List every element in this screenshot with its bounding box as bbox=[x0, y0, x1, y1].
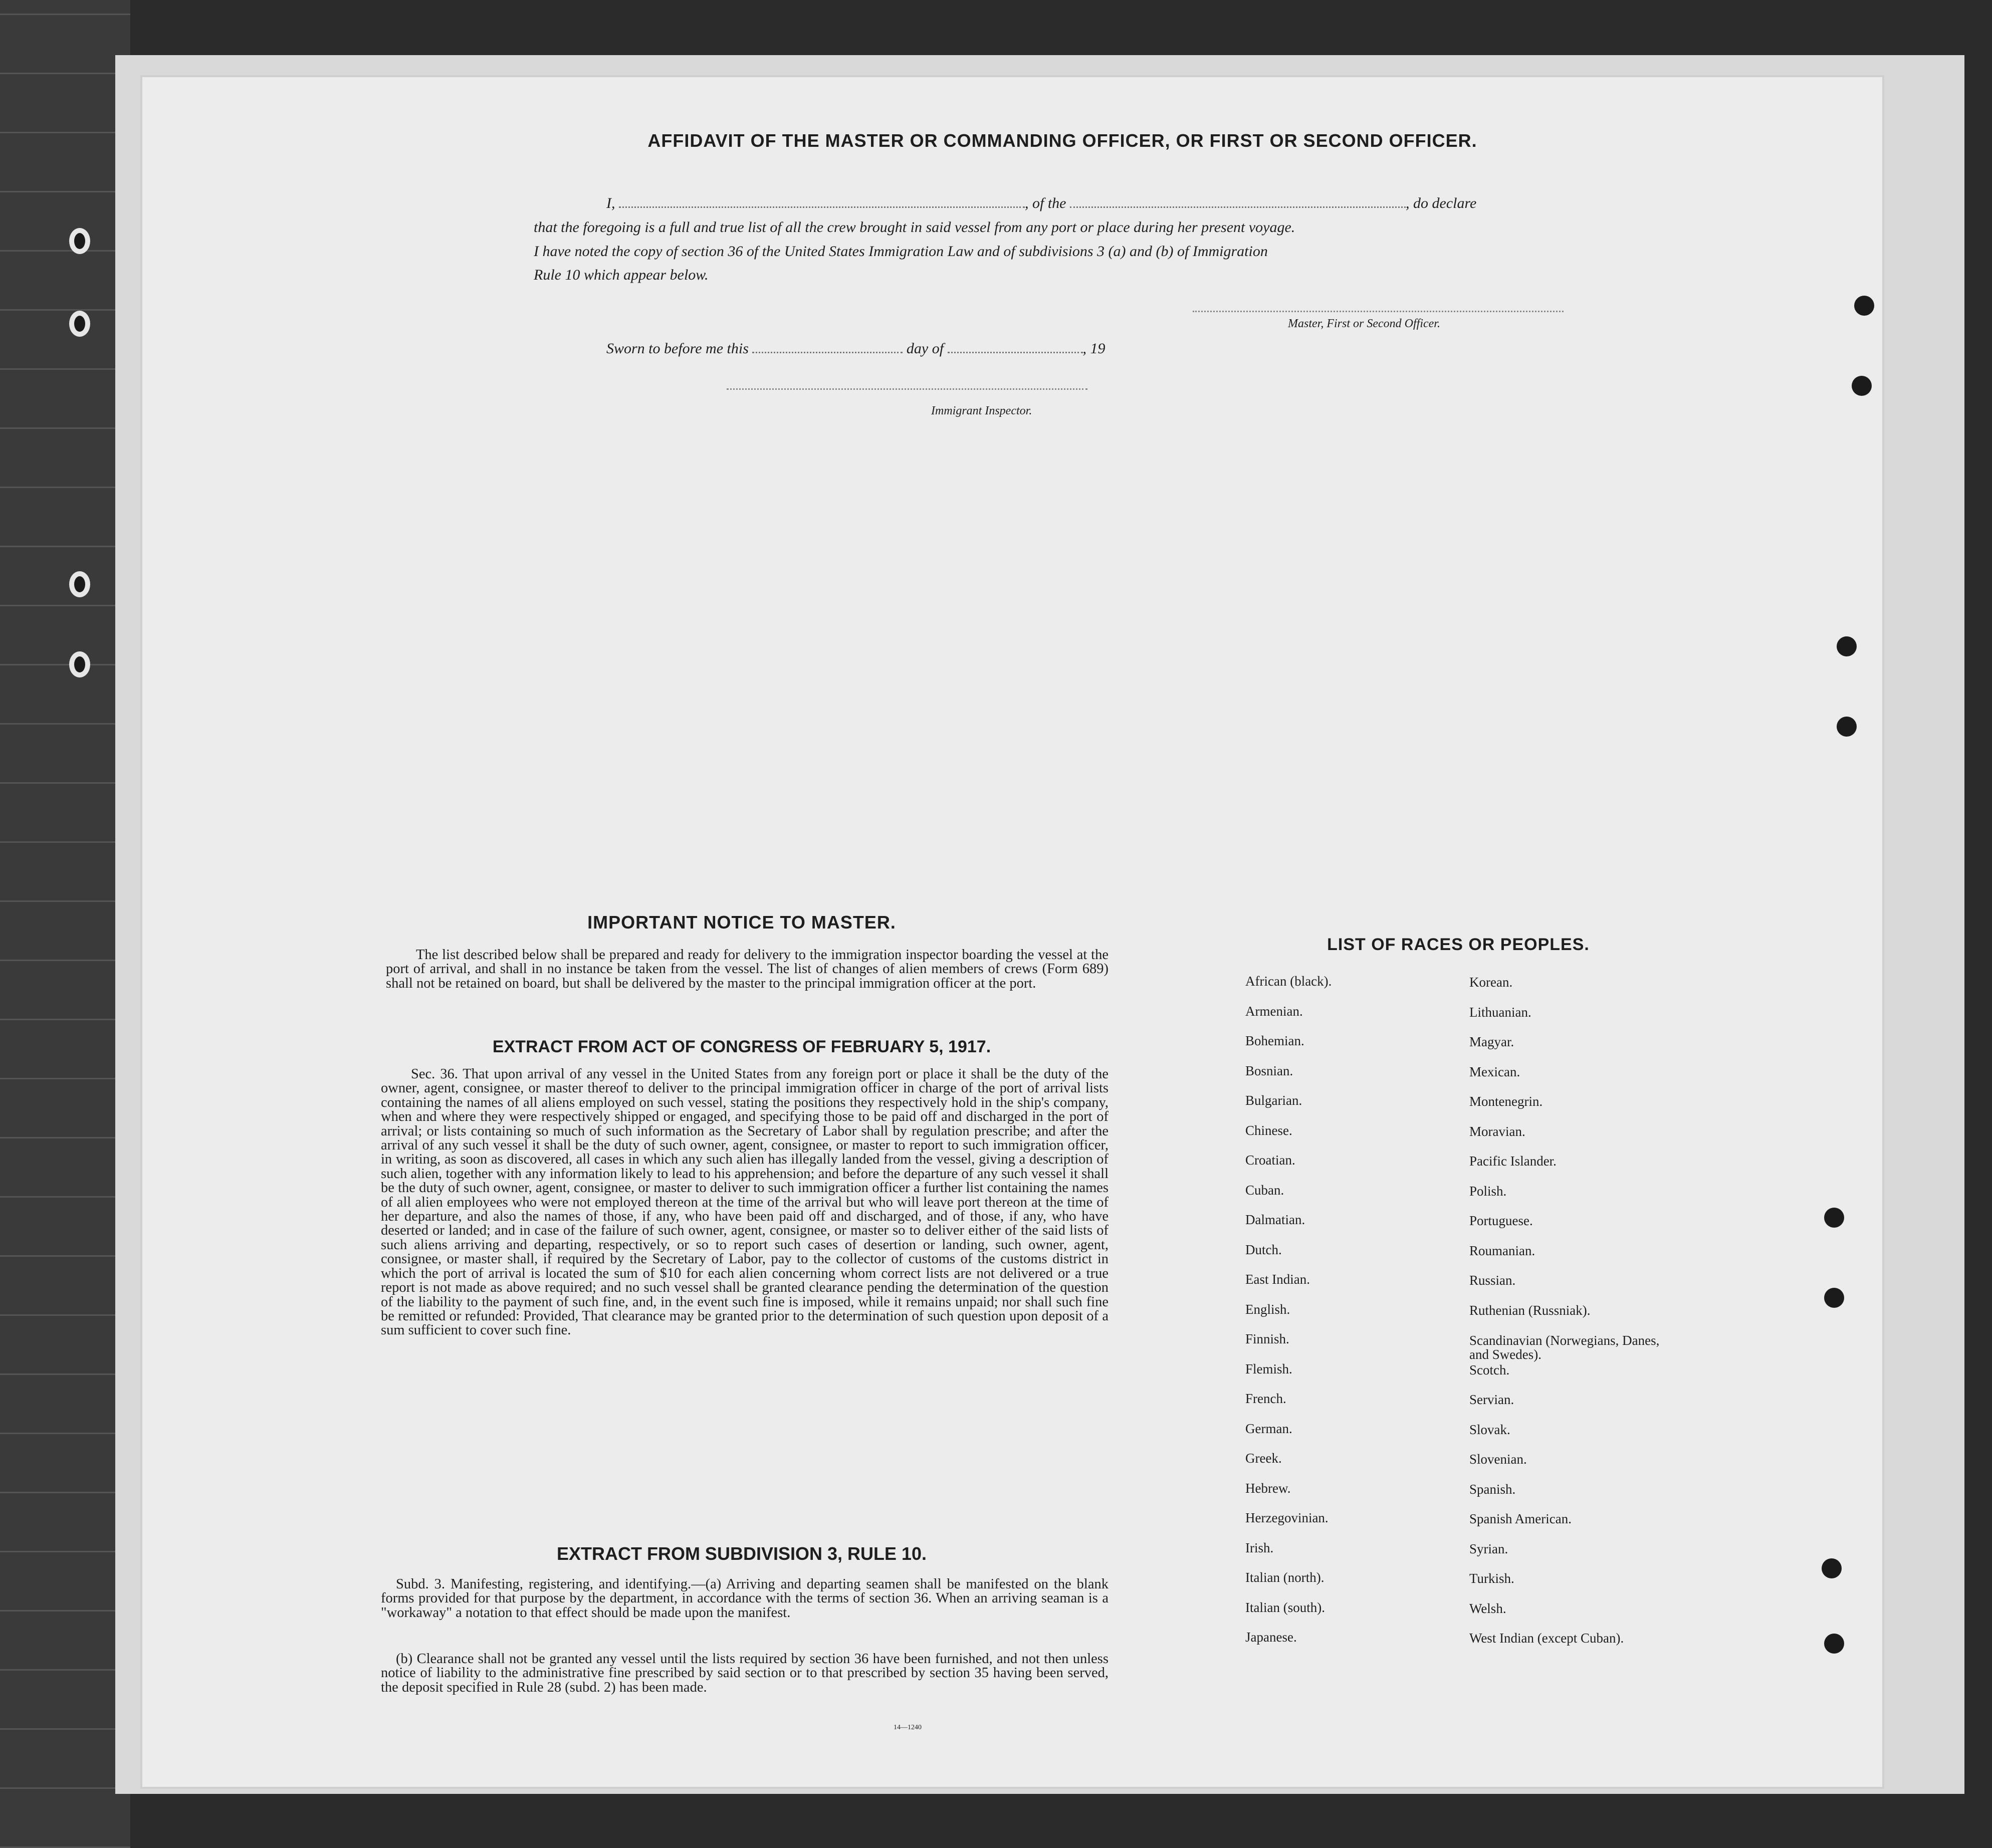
race-item: Roumanian. bbox=[1469, 1243, 1535, 1258]
race-item: Flemish. bbox=[1245, 1361, 1292, 1376]
race-item: Cuban. bbox=[1245, 1182, 1284, 1198]
declarant-label: I, bbox=[606, 195, 615, 211]
race-item: African (black). bbox=[1245, 974, 1332, 989]
punch-hole bbox=[1852, 376, 1872, 396]
punch-hole bbox=[1822, 1558, 1842, 1578]
race-item: French. bbox=[1245, 1391, 1286, 1406]
race-item: Moravian. bbox=[1469, 1123, 1525, 1139]
extract-rule-text-a: Subd. 3. Manifesting, registering, and identifying.—(a) Arriving and departing seamen shall be manifested on the blank forms provided for that purpose by the department, in accordance with the terms of section 36. When an arriving seaman is a "workaway" a notation to that effect should be made upon the manifest. bbox=[381, 1576, 1109, 1621]
race-item: German. bbox=[1245, 1421, 1292, 1436]
race-item: Spanish. bbox=[1469, 1481, 1516, 1497]
race-item: Irish. bbox=[1245, 1540, 1274, 1555]
sworn-month-field[interactable] bbox=[948, 340, 1083, 353]
binder-strip bbox=[0, 0, 130, 1848]
vessel-name-field[interactable] bbox=[1070, 194, 1406, 208]
inspector-signature-line[interactable] bbox=[727, 388, 1087, 390]
race-item: Ruthenian (Russniak). bbox=[1469, 1302, 1591, 1318]
races-title: LIST OF RACES OR PEOPLES. bbox=[1327, 935, 1590, 954]
notice-text: The list described below shall be prepared and ready for delivery to the immigration inspector boarding the vessel at the port of arrival, and shall in no instance be taken from the vessel. The list of changes of alien members of crews (Form 689) shall not be retained on board, but shall be delivered by the master to the principal immigration officer at the port. bbox=[386, 947, 1109, 991]
race-item: Croatian. bbox=[1245, 1152, 1295, 1168]
race-item: Pacific Islander. bbox=[1469, 1153, 1557, 1169]
punch-hole bbox=[1824, 1208, 1844, 1228]
race-item: Chinese. bbox=[1245, 1122, 1292, 1138]
year-label: , 19 bbox=[1082, 340, 1105, 357]
race-item: Welsh. bbox=[1469, 1600, 1506, 1616]
races-column-1 bbox=[1245, 975, 1332, 1661]
race-item: English. bbox=[1245, 1301, 1290, 1317]
punch-hole bbox=[1824, 1634, 1844, 1654]
race-item: Servian. bbox=[1469, 1392, 1514, 1407]
race-item: Greek. bbox=[1245, 1451, 1282, 1466]
race-item: Scotch. bbox=[1469, 1362, 1510, 1377]
affidavit-line-3: I have noted the copy of section 36 of the United States Immigration Law and of subdivisions 3 (a) and (b) of Immigration bbox=[534, 243, 1268, 260]
document-page bbox=[140, 75, 1884, 1789]
extract-rule-text-b: (b) Clearance shall not be granted any vessel until the lists required by section 36 have been furnished, and not then unless notice of liability to the administrative fine prescribed by said section or to that prescribed by section 35 having been served, the deposit specified in Rule 28 (subd. 2) has been made. bbox=[381, 1651, 1109, 1695]
sworn-line bbox=[606, 340, 1105, 357]
inspector-signature-label: Immigrant Inspector. bbox=[931, 404, 1032, 417]
bleed-through bbox=[401, 145, 409, 178]
do-declare-label: , do declare bbox=[1406, 195, 1477, 211]
race-item: Bosnian. bbox=[1245, 1063, 1293, 1078]
master-signature-label: Master, First or Second Officer. bbox=[1288, 317, 1440, 330]
master-signature-line[interactable] bbox=[1193, 311, 1564, 312]
declarant-name-field[interactable] bbox=[619, 194, 1025, 208]
punch-hole bbox=[1837, 717, 1857, 737]
race-item: Russian. bbox=[1469, 1273, 1516, 1288]
punch-hole bbox=[1837, 636, 1857, 656]
extract-act-text: Sec. 36. That upon arrival of any vessel in the United States from any foreign port or place it shall be the duty of the owner, agent, consignee, or master thereof to deliver to the principal immigration officer in charge of the port of arrival lists containing the names of all aliens employed on such vessel, stating the positions they respectively hold in the ship's company, when and where they were respectively shipped or engaged, and specifying those to be paid off and discharged in the port of arrival; or lists containing so much of such information as the Secretary of Labor shall by regulation prescribe; and after the arrival of any such vessel it shall be the duty of such owner, agent, consignee, or master to report to such immigration officer, in writing, as soon as discovered, all cases in which any such alien has illegally landed from the vessel, giving a description of such alien, together with any information likely to lead to his apprehension; and before the departure of any such vessel it shall be the duty of such owner, agent, consignee, or master to deliver to such immigration officer a further list containing the names of all alien employees who were not employed thereon at the time of the arrival but who will leave port thereon at the time of her departure, and also the names of those, if any, who have been paid off and discharged, and of those, if any, who have deserted or landed; and in case of the failure of such owner, agent, consignee, or master so to deliver either of the said lists of such aliens arriving and departing, respectively, or so to report such cases of desertion or landing, such owner, agent, consignee, or master shall, if required by the Secretary of Labor, pay to the collector of customs of the customs district in which the port of arrival is located the sum of $10 for each alien concerning whom correct lists are not delivered or a true report is not made as above required; and no such vessel shall be granted clearance pending the determination of the question of the liability to the payment of such fine, and, in the event such fine is imposed, while it remains unpaid; nor shall such fine be remitted or refunded: Provided, That clearance may be granted prior to the determination of such question upon deposit of a sum sufficient to cover such fine. bbox=[381, 1066, 1109, 1338]
races-column-2 bbox=[1469, 976, 1680, 1662]
race-item: Magyar. bbox=[1469, 1034, 1514, 1049]
affidavit-line-4: Rule 10 which appear below. bbox=[534, 267, 709, 283]
binder-hole bbox=[69, 571, 90, 597]
affidavit-title: AFFIDAVIT OF THE MASTER OR COMMANDING OFFICER, OR FIRST OR SECOND OFFICER. bbox=[647, 130, 1477, 151]
extract-act-title: EXTRACT FROM ACT OF CONGRESS OF FEBRUARY 5, 1917. bbox=[492, 1037, 991, 1056]
race-item: Scandinavian (Norwegians, Danes, and Swedes). bbox=[1469, 1333, 1660, 1362]
race-item: Finnish. bbox=[1245, 1331, 1289, 1346]
race-item: East Indian. bbox=[1245, 1272, 1310, 1287]
form-code: 14—1240 bbox=[894, 1724, 922, 1731]
affidavit-line-1 bbox=[606, 194, 1476, 212]
race-item: Slovak. bbox=[1469, 1422, 1510, 1437]
race-item: Montenegrin. bbox=[1469, 1094, 1543, 1109]
binder-hole bbox=[69, 228, 90, 254]
race-item: Italian (south). bbox=[1245, 1599, 1325, 1615]
race-item: Dutch. bbox=[1245, 1242, 1282, 1257]
race-item: Bulgarian. bbox=[1245, 1093, 1302, 1108]
race-item: Italian (north). bbox=[1245, 1570, 1324, 1585]
race-item: Herzegovinian. bbox=[1245, 1510, 1329, 1525]
of-the-label: , of the bbox=[1025, 195, 1066, 211]
race-item: Bohemian. bbox=[1245, 1033, 1304, 1048]
affidavit-line-2: that the foregoing is a full and true list of all the crew brought in said vessel from any port or place during her present voyage. bbox=[534, 219, 1295, 236]
race-item: Armenian. bbox=[1245, 1003, 1303, 1019]
day-of-label: day of bbox=[906, 340, 944, 357]
sworn-day-field[interactable] bbox=[752, 340, 903, 353]
notice-title: IMPORTANT NOTICE TO MASTER. bbox=[587, 912, 896, 933]
race-item: Polish. bbox=[1469, 1183, 1507, 1199]
race-item: Spanish American. bbox=[1469, 1511, 1572, 1526]
binder-grid bbox=[0, 0, 130, 1848]
race-item: Syrian. bbox=[1469, 1541, 1508, 1556]
race-item: West Indian (except Cuban). bbox=[1469, 1631, 1624, 1646]
punch-hole bbox=[1824, 1288, 1844, 1308]
race-item: Portuguese. bbox=[1469, 1213, 1533, 1228]
extract-rule-title: EXTRACT FROM SUBDIVISION 3, RULE 10. bbox=[556, 1543, 927, 1564]
race-item: Turkish. bbox=[1469, 1571, 1514, 1586]
sworn-label: Sworn to before me this bbox=[606, 340, 749, 357]
race-item: Korean. bbox=[1469, 975, 1513, 990]
race-item: Slovenian. bbox=[1469, 1452, 1527, 1467]
binder-hole bbox=[69, 311, 90, 337]
race-item: Mexican. bbox=[1469, 1064, 1520, 1079]
punch-hole bbox=[1854, 296, 1874, 316]
binder-hole bbox=[69, 651, 90, 677]
race-item: Japanese. bbox=[1245, 1630, 1297, 1645]
race-item: Hebrew. bbox=[1245, 1480, 1291, 1496]
race-item: Dalmatian. bbox=[1245, 1212, 1305, 1227]
race-item: Lithuanian. bbox=[1469, 1004, 1531, 1020]
